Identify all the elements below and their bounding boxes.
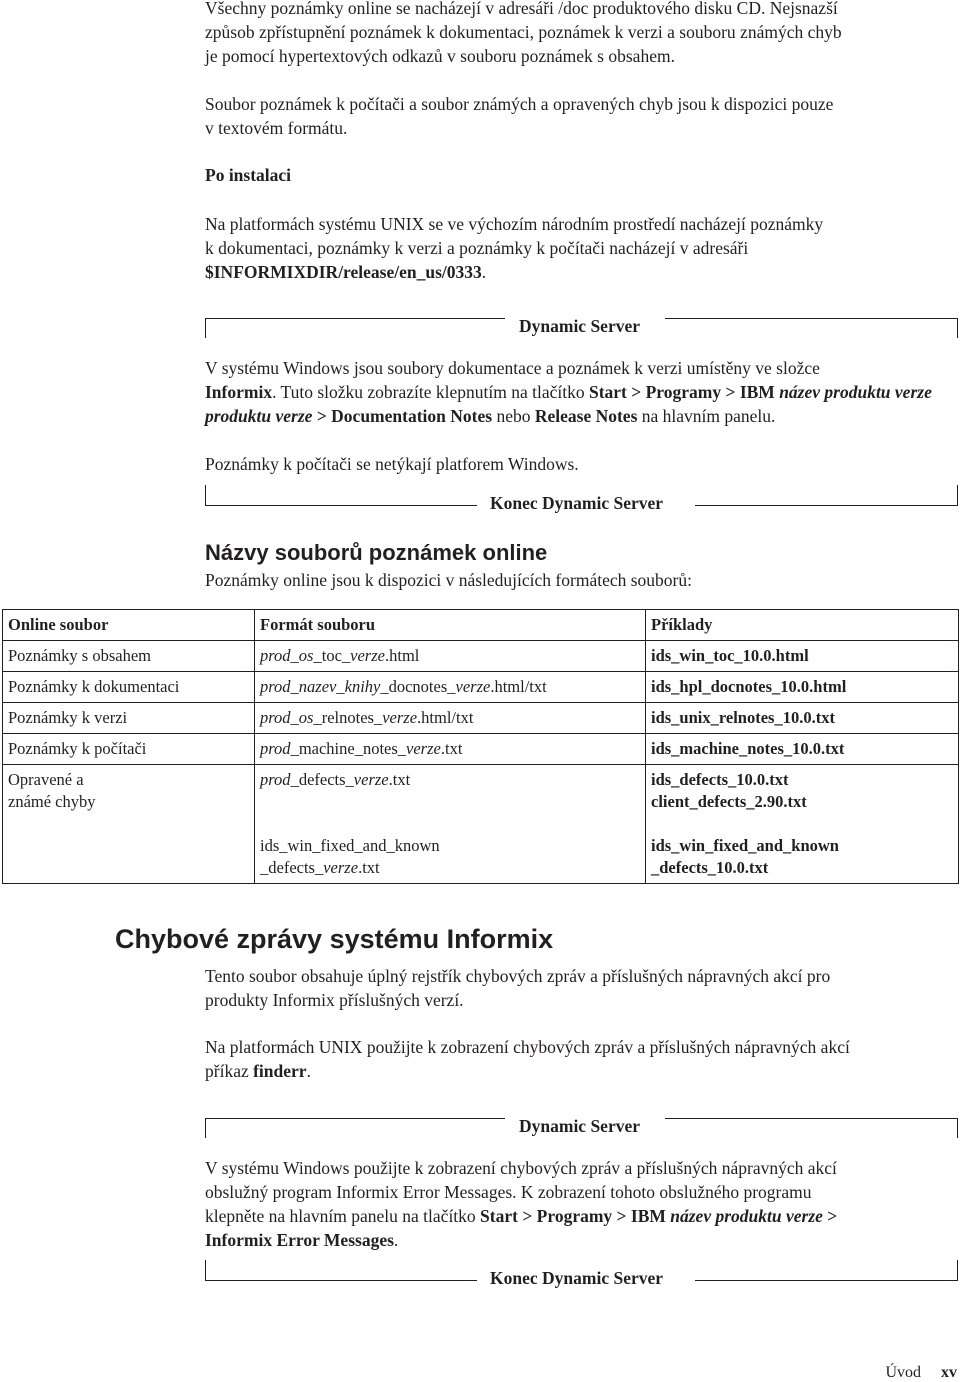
table-cell: ids_win_toc_10.0.html [646,641,959,672]
ds1-paragraph-2: Poznámky k počítači se netýkají platforem Windows. [205,454,579,474]
dynamic-server-end-label: Konec Dynamic Server [490,1268,664,1288]
column-header: Příklady [646,610,959,641]
dynamic-server-end-banner-2 [205,1260,960,1290]
table-cell: ids_hpl_docnotes_10.0.html [646,672,959,703]
intro-line: způsob zpřístupnění poznámek k dokumentaci, poznámek k verzi a souboru známých chyb [205,22,842,42]
table-row [3,641,959,672]
ds1-paragraph [205,356,955,428]
online-names-heading: Názvy souborů poznámek online [205,540,548,565]
text-line: produkty Informix příslušných verzí. [205,990,464,1010]
text-line: Informix Error Messages. [205,1230,399,1250]
table-row [3,734,959,765]
column-header: Online soubor [3,610,255,641]
dynamic-server-start-banner [205,314,960,344]
error-messages-heading: Chybové zprávy systému Informix [115,924,554,954]
table-row [3,672,959,703]
column-header: Formát souboru [255,610,646,641]
after-install-paragraph [205,212,955,284]
text-line: klepněte na hlavním panelu na tlačítko Start > Programy > IBM název produktu verze > [205,1206,838,1226]
intro-line: je pomocí hypertextových odkazů v souboru poznámek s obsahem. [205,46,675,66]
table-cell: ids_unix_relnotes_10.0.txt [646,703,959,734]
table-cell: Opravené a známé chyby [3,765,255,884]
finderr-command: finderr [253,1061,307,1081]
table-cell: Poznámky k počítači [3,734,255,765]
intro-paragraph-1 [205,0,955,68]
table-cell: prod_nazev_knihy_docnotes_verze.html/txt [255,672,646,703]
table-cell: ids_defects_10.0.txt client_defects_2.90.txt ids_win_fixed_and_known _defects_10.0.txt [646,765,959,884]
page-number: xv [941,1364,957,1381]
table-cell: Poznámky s obsahem [3,641,255,672]
dynamic-server-end-label: Konec Dynamic Server [490,493,664,513]
dynamic-server-label: Dynamic Server [519,316,641,336]
dynamic-server-start-banner-2 [205,1114,960,1144]
text-line: V systému Windows jsou soubory dokumentace a poznámek k verzi umístěny ve složce [205,358,820,378]
table-cell: prod_defects_verze.txt ids_win_fixed_and_known _defects_verze.txt [255,765,646,884]
file-formats-table [2,609,959,884]
table-cell: prod_machine_notes_verze.txt [255,734,646,765]
table-row [3,703,959,734]
text-line: příkaz finderr. [205,1061,311,1081]
online-names-intro: Poznámky online jsou k dispozici v následujících formátech souborů: [205,570,692,590]
table-row [3,765,959,884]
text-line: produktu verze > Documentation Notes nebo Release Notes na hlavním panelu. [205,406,776,426]
intro-line: Všechny poznámky online se nacházejí v adresáři /doc produktového disku CD. Nejsnazší [205,0,838,18]
footer-section: Úvod [885,1364,921,1381]
table-cell: Poznámky k dokumentaci [3,672,255,703]
intro-line: v textovém formátu. [205,118,348,138]
table-cell: prod_os_relnotes_verze.html/txt [255,703,646,734]
dynamic-server-label: Dynamic Server [519,1116,641,1136]
page-footer [885,1364,957,1382]
errors-paragraph-2 [205,1035,955,1083]
text-line: Na platformách UNIX použijte k zobrazení chybových zpráv a příslušných nápravných akcí [205,1037,850,1057]
text-line: Na platformách systému UNIX se ve výchozím národním prostředí nacházejí poznámky [205,214,824,234]
table-cell: Poznámky k verzi [3,703,255,734]
after-install-heading: Po instalaci [205,165,292,185]
text-line: obslužný program Informix Error Messages. K zobrazení tohoto obslužného programu [205,1182,812,1202]
table-cell: ids_machine_notes_10.0.txt [646,734,959,765]
text-line: k dokumentaci, poznámky k verzi a poznámky k počítači nacházejí v adresáři [205,238,749,258]
table-cell: prod_os_toc_verze.html [255,641,646,672]
table-header-row [3,610,959,641]
text-line: $INFORMIXDIR/release/en_us/0333. [205,262,487,282]
errors-paragraph-1 [205,964,955,1012]
dynamic-server-end-banner [205,485,960,515]
text-line: Informix. Tuto složku zobrazíte klepnutím na tlačítko Start > Programy > IBM název produktu verze [205,382,932,402]
text-line: V systému Windows použijte k zobrazení chybových zpráv a příslušných nápravných akcí [205,1158,837,1178]
intro-paragraph-2 [205,92,955,140]
intro-line: Soubor poznámek k počítači a soubor známých a opravených chyb jsou k dispozici pouze [205,94,834,114]
ds2-paragraph [205,1156,955,1252]
release-path: $INFORMIXDIR/release/en_us/0333 [205,262,482,282]
text-line: Tento soubor obsahuje úplný rejstřík chybových zpráv a příslušných nápravných akcí pro [205,966,831,986]
